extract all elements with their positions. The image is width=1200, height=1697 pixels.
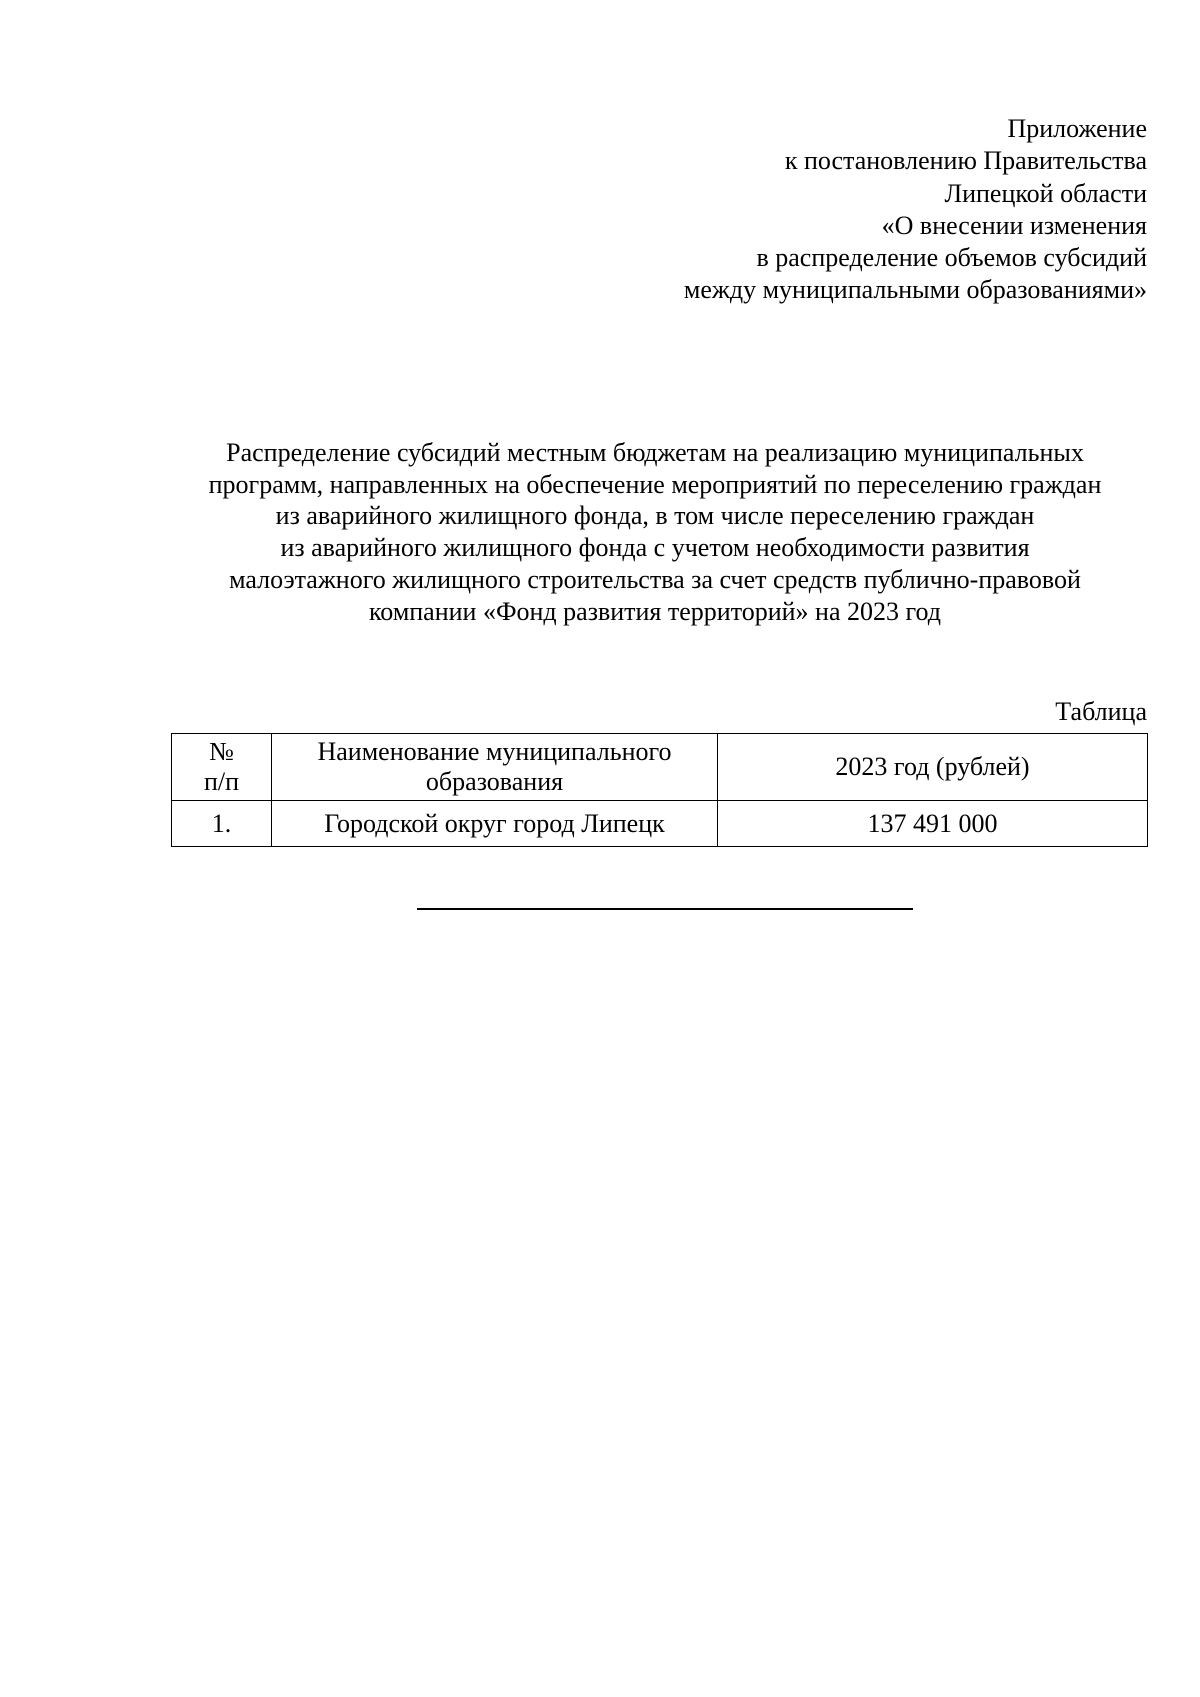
subsidy-table [171, 733, 1148, 847]
row-amount: 137 491 000 [718, 801, 1148, 847]
header-amount: 2023 год (рублей) [718, 734, 1148, 801]
row-number: 1. [172, 801, 272, 847]
header-number-line2: п/п [203, 767, 240, 796]
appendix-line: к постановлению Правительства [784, 146, 1147, 176]
table-header-row [172, 734, 1148, 801]
row-municipality: Городской округ город Липецк [272, 801, 718, 847]
document-title [160, 437, 1150, 627]
title-line: компании «Фонд развития территорий» на 2023 год [369, 596, 941, 626]
appendix-line: «О внесении изменения [881, 210, 1147, 240]
header-municipality-line1: Наименование муниципального [317, 737, 672, 766]
table-caption: Таблица [1055, 697, 1147, 726]
appendix-line: Приложение [1007, 114, 1147, 143]
closing-divider [417, 908, 913, 910]
header-number [172, 734, 272, 801]
title-line: из аварийного жилищного фонда, в том числе переселению граждан [275, 501, 1035, 531]
title-line: малоэтажного жилищного строительства за счет средств публично-правовой [229, 564, 1081, 594]
appendix-line: Липецкой области [944, 178, 1147, 208]
appendix-line: в распределение объемов субсидий [756, 243, 1147, 273]
appendix-header [684, 113, 1147, 307]
header-number-line1: № [209, 737, 234, 766]
header-municipality [272, 734, 718, 801]
table-row [172, 801, 1148, 847]
header-municipality-line2: образования [425, 767, 564, 796]
appendix-line: между муниципальными образованиями» [683, 275, 1147, 305]
title-line: программ, направленных на обеспечение мероприятий по переселению граждан [208, 469, 1102, 499]
title-line: Распределение субсидий местным бюджетам на реализацию муниципальных [226, 438, 1084, 467]
title-line: из аварийного жилищного фонда с учетом необходимости развития [280, 533, 1030, 563]
